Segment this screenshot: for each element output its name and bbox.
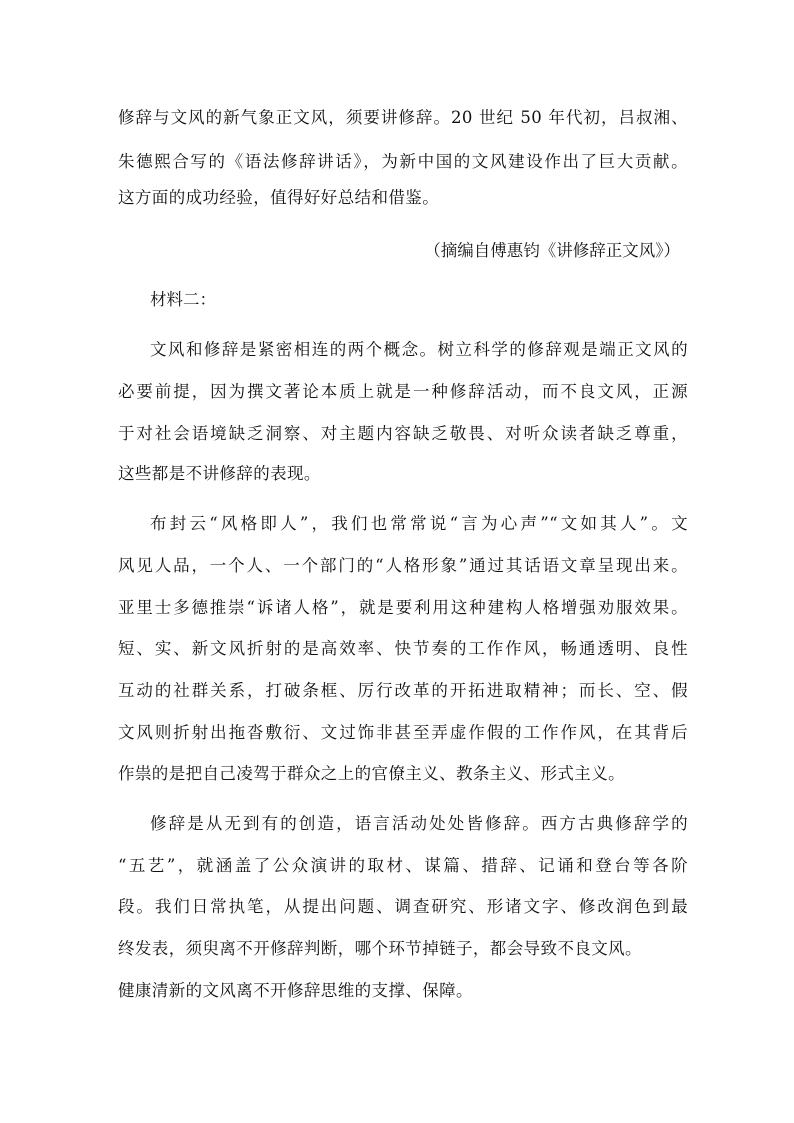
paragraph3-line-2: 风见人品，一个人、一个部门的“人格形象”通过其话语文章呈现出来。 [118, 556, 688, 575]
paragraph2-line-2: 必要前提，因为撰文著论本质上就是一种修辞活动，而不良文风，正源 [118, 382, 688, 401]
paragraph4-line-4: 终发表，须臾离不开修辞判断，哪个环节掉链子，都会导致不良文风。 [118, 939, 642, 958]
material2-heading: 材料二： [150, 290, 216, 309]
paragraph4-line-2: “五艺”，就涵盖了公众演讲的取材、谋篇、措辞、记诵和登台等各阶 [118, 856, 688, 875]
paragraph3-line-6: 文风则折射出拖沓敷衍、文过饰非甚至弄虚作假的工作作风，在其背后 [118, 723, 688, 742]
paragraph1-line-2: 朱德熙合写的《语法修辞讲话》，为新中国的文风建设作出了巨大贡献。 [118, 152, 688, 171]
paragraph3-line-7: 作祟的是把自己凌驾于群众之上的官僚主义、教条主义、形式主义。 [118, 764, 625, 783]
paragraph4-line-5: 健康清新的文风离不开修辞思维的支撑、保障。 [118, 981, 473, 1000]
paragraph4-line-3: 段。我们日常执笔，从提出问题、调查研究、形诸文字、修改润色到最 [118, 897, 688, 916]
paragraph3-line-3: 亚里士多德推崇“诉诸人格”，就是要利用这种建构人格增强劝服效果。 [118, 598, 688, 617]
paragraph3-line-5: 互动的社群关系，打破条框、厉行改革的开拓进取精神；而长、空、假 [118, 681, 688, 700]
paragraph1-line-3: 这方面的成功经验，值得好好总结和借鉴。 [118, 188, 440, 207]
paragraph2-line-4: 这些都是不讲修辞的表现。 [118, 464, 321, 483]
paragraph4-line-1: 修辞是从无到有的创造，语言活动处处皆修辞。西方古典修辞学的 [150, 814, 688, 833]
source-citation: （摘编自傅惠钧《讲修辞正文风》） [424, 241, 680, 260]
paragraph2-line-3: 于对社会语境缺乏洞察、对主题内容缺乏敬畏、对听众读者缺乏尊重， [118, 424, 688, 443]
paragraph1-line-1: 修辞与文风的新气象正文风，须要讲修辞。20 世纪 50 年代初，吕叔湘、 [118, 108, 688, 127]
paragraph3-line-1: 布封云“风格即人”，我们也常常说“言为心声”“文如其人”。文 [150, 514, 688, 533]
paragraph3-line-4: 短、实、新文风折射的是高效率、快节奏的工作作风，畅通透明、良性 [118, 639, 688, 658]
paragraph2-line-1: 文风和修辞是紧密相连的两个概念。树立科学的修辞观是端正文风的 [150, 340, 688, 359]
